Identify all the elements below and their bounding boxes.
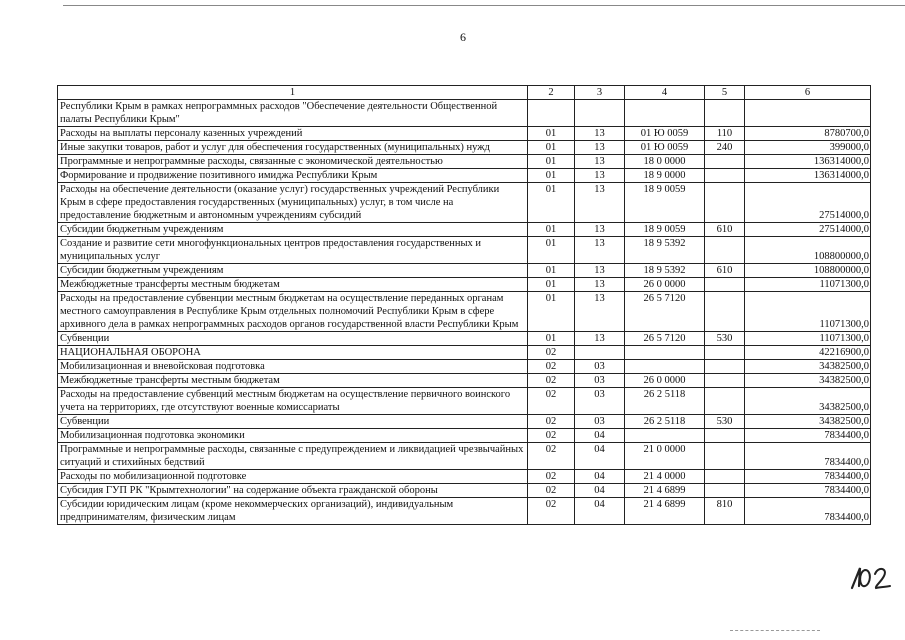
row-target-article: 26 0 0000: [625, 374, 705, 388]
table-row: [58, 127, 871, 141]
row-subsection: 04: [575, 498, 625, 525]
row-section: 02: [528, 498, 575, 525]
table-row: [58, 223, 871, 237]
table-row: [58, 278, 871, 292]
row-section: 02: [528, 415, 575, 429]
table-row: [58, 470, 871, 484]
row-name: Расходы по мобилизационной подготовке: [58, 470, 528, 484]
row-target-article: 26 2 5118: [625, 388, 705, 415]
table-header-row: [58, 86, 871, 100]
row-section: 01: [528, 183, 575, 223]
table-row: [58, 374, 871, 388]
header-col-3: 3: [575, 86, 625, 100]
row-subsection: 03: [575, 374, 625, 388]
row-expense-type: [705, 388, 745, 415]
row-section: 02: [528, 429, 575, 443]
row-target-article: 26 0 0000: [625, 278, 705, 292]
row-amount: 34382500,0: [745, 360, 871, 374]
row-target-article: 21 4 6899: [625, 498, 705, 525]
row-amount: [745, 100, 871, 127]
row-name: НАЦИОНАЛЬНАЯ ОБОРОНА: [58, 346, 528, 360]
row-expense-type: [705, 484, 745, 498]
row-expense-type: [705, 169, 745, 183]
row-amount: 7834400,0: [745, 429, 871, 443]
row-expense-type: [705, 183, 745, 223]
row-section: 02: [528, 346, 575, 360]
table-row: [58, 100, 871, 127]
row-name: Субсидия ГУП РК "Крымтехнологии" на содержание объекта гражданской обороны: [58, 484, 528, 498]
row-expense-type: [705, 237, 745, 264]
table-row: [58, 237, 871, 264]
row-name: Республики Крым в рамках непрограммных расходов "Обеспечение деятельности Общественной палаты Республики Крым": [58, 100, 528, 127]
table-row: [58, 484, 871, 498]
row-amount: 7834400,0: [745, 484, 871, 498]
row-expense-type: [705, 278, 745, 292]
row-expense-type: 610: [705, 223, 745, 237]
row-subsection: 13: [575, 264, 625, 278]
handwritten-signature-graphic: [848, 562, 892, 594]
table-row: [58, 155, 871, 169]
row-amount: 7834400,0: [745, 470, 871, 484]
row-name: Межбюджетные трансферты местным бюджетам: [58, 278, 528, 292]
row-name: Расходы на предоставление субвенций местным бюджетам на осуществление первичного воинского учета на территориях, где отсутствуют военные комиссариаты: [58, 388, 528, 415]
row-section: 02: [528, 360, 575, 374]
row-target-article: 01 Ю 0059: [625, 127, 705, 141]
row-expense-type: 240: [705, 141, 745, 155]
row-section: 01: [528, 141, 575, 155]
row-target-article: 18 9 0059: [625, 183, 705, 223]
row-expense-type: 530: [705, 415, 745, 429]
row-expense-type: [705, 443, 745, 470]
table-row: [58, 346, 871, 360]
row-subsection: [575, 346, 625, 360]
row-amount: 27514000,0: [745, 223, 871, 237]
row-subsection: 04: [575, 484, 625, 498]
row-target-article: [625, 360, 705, 374]
row-amount: 136314000,0: [745, 155, 871, 169]
table-row: [58, 443, 871, 470]
row-name: Расходы на предоставление субвенции местным бюджетам на осуществление переданных органам местного самоуправления в Республике Крым отдельных полномочий Республики Крым в сфере архивного дела в рамках непрограммных расходов органов государственной власти Республики Крым: [58, 292, 528, 332]
row-expense-type: 810: [705, 498, 745, 525]
row-section: 01: [528, 292, 575, 332]
row-section: 01: [528, 264, 575, 278]
row-section: 02: [528, 374, 575, 388]
row-section: [528, 100, 575, 127]
row-section: 01: [528, 278, 575, 292]
row-amount: 11071300,0: [745, 278, 871, 292]
row-target-article: 21 4 6899: [625, 484, 705, 498]
row-subsection: 03: [575, 388, 625, 415]
row-amount: 11071300,0: [745, 292, 871, 332]
row-subsection: 13: [575, 141, 625, 155]
row-expense-type: 530: [705, 332, 745, 346]
row-target-article: 26 2 5118: [625, 415, 705, 429]
row-expense-type: [705, 292, 745, 332]
row-target-article: 26 5 7120: [625, 292, 705, 332]
row-name: Расходы на выплаты персоналу казенных учреждений: [58, 127, 528, 141]
row-expense-type: [705, 100, 745, 127]
row-name: Субвенции: [58, 332, 528, 346]
row-expense-type: [705, 374, 745, 388]
row-amount: 136314000,0: [745, 169, 871, 183]
row-name: Субсидии юридическим лицам (кроме некоммерческих организаций), индивидуальным предпринимателям, физическим лицам: [58, 498, 528, 525]
row-amount: 42216900,0: [745, 346, 871, 360]
row-section: 02: [528, 484, 575, 498]
header-col-2: 2: [528, 86, 575, 100]
row-amount: 108800000,0: [745, 237, 871, 264]
row-section: 01: [528, 169, 575, 183]
table-row: [58, 415, 871, 429]
row-section: 01: [528, 237, 575, 264]
bottom-scan-mark: [730, 630, 820, 631]
row-subsection: 03: [575, 360, 625, 374]
table-row: [58, 498, 871, 525]
row-target-article: 18 9 5392: [625, 237, 705, 264]
row-name: Межбюджетные трансферты местным бюджетам: [58, 374, 528, 388]
top-border-line: [63, 5, 905, 6]
table-row: [58, 332, 871, 346]
row-section: 01: [528, 332, 575, 346]
row-name: Мобилизационная подготовка экономики: [58, 429, 528, 443]
row-amount: 11071300,0: [745, 332, 871, 346]
row-name: Расходы на обеспечение деятельности (оказание услуг) государственных учреждений Республики Крым в сфере предоставления государственных (муниципальных) услуг, в том числе на предоставление бюджетным и автономным учреждениям субсидий: [58, 183, 528, 223]
row-target-article: 18 9 0059: [625, 223, 705, 237]
row-section: 02: [528, 443, 575, 470]
row-target-article: [625, 346, 705, 360]
row-target-article: 21 0 0000: [625, 443, 705, 470]
row-name: Мобилизационная и вневойсковая подготовка: [58, 360, 528, 374]
row-subsection: 13: [575, 332, 625, 346]
table-row: [58, 292, 871, 332]
row-target-article: 21 4 0000: [625, 470, 705, 484]
row-amount: 34382500,0: [745, 388, 871, 415]
budget-table: [57, 85, 871, 525]
row-section: 01: [528, 155, 575, 169]
row-subsection: 04: [575, 443, 625, 470]
table-row: [58, 264, 871, 278]
row-amount: 7834400,0: [745, 498, 871, 525]
row-name: Программные и непрограммные расходы, связанные с предупреждением и ликвидацией чрезвычайных ситуаций и стихийных бедствий: [58, 443, 528, 470]
row-section: 01: [528, 127, 575, 141]
header-col-5: 5: [705, 86, 745, 100]
row-subsection: 13: [575, 237, 625, 264]
row-subsection: 04: [575, 429, 625, 443]
row-expense-type: 110: [705, 127, 745, 141]
row-name: Иные закупки товаров, работ и услуг для обеспечения государственных (муниципальных) нужд: [58, 141, 528, 155]
row-name: Субсидии бюджетным учреждениям: [58, 223, 528, 237]
row-name: Субсидии бюджетным учреждениям: [58, 264, 528, 278]
row-subsection: 13: [575, 127, 625, 141]
handwritten-page-number: [848, 562, 892, 594]
row-amount: 27514000,0: [745, 183, 871, 223]
row-subsection: 13: [575, 169, 625, 183]
table-row: [58, 360, 871, 374]
table-row: [58, 429, 871, 443]
row-section: 02: [528, 470, 575, 484]
row-target-article: 01 Ю 0059: [625, 141, 705, 155]
row-target-article: 18 9 0000: [625, 169, 705, 183]
row-target-article: [625, 429, 705, 443]
header-col-4: 4: [625, 86, 705, 100]
row-section: 02: [528, 388, 575, 415]
row-section: 01: [528, 223, 575, 237]
row-subsection: 13: [575, 278, 625, 292]
row-subsection: 04: [575, 470, 625, 484]
row-name: Программные и непрограммные расходы, связанные с экономической деятельностью: [58, 155, 528, 169]
row-amount: 108800000,0: [745, 264, 871, 278]
header-col-6: 6: [745, 86, 871, 100]
header-col-1: 1: [58, 86, 528, 100]
row-subsection: 13: [575, 155, 625, 169]
row-subsection: 13: [575, 223, 625, 237]
row-name: Создание и развитие сети многофункциональных центров предоставления государственных и муниципальных услуг: [58, 237, 528, 264]
row-expense-type: [705, 470, 745, 484]
row-expense-type: [705, 429, 745, 443]
row-expense-type: 610: [705, 264, 745, 278]
row-subsection: [575, 100, 625, 127]
row-amount: 34382500,0: [745, 374, 871, 388]
row-target-article: 18 0 0000: [625, 155, 705, 169]
row-target-article: [625, 100, 705, 127]
row-subsection: 13: [575, 183, 625, 223]
table-row: [58, 169, 871, 183]
row-expense-type: [705, 155, 745, 169]
row-subsection: 13: [575, 292, 625, 332]
table-row: [58, 388, 871, 415]
row-expense-type: [705, 360, 745, 374]
budget-table-body: [58, 86, 871, 525]
row-name: Формирование и продвижение позитивного имиджа Республики Крым: [58, 169, 528, 183]
row-subsection: 03: [575, 415, 625, 429]
row-expense-type: [705, 346, 745, 360]
row-amount: 7834400,0: [745, 443, 871, 470]
table-row: [58, 183, 871, 223]
row-target-article: 18 9 5392: [625, 264, 705, 278]
table-row: [58, 141, 871, 155]
row-name: Субвенции: [58, 415, 528, 429]
page-number: 6: [460, 30, 466, 44]
row-amount: 8780700,0: [745, 127, 871, 141]
row-amount: 34382500,0: [745, 415, 871, 429]
row-amount: 399000,0: [745, 141, 871, 155]
row-target-article: 26 5 7120: [625, 332, 705, 346]
